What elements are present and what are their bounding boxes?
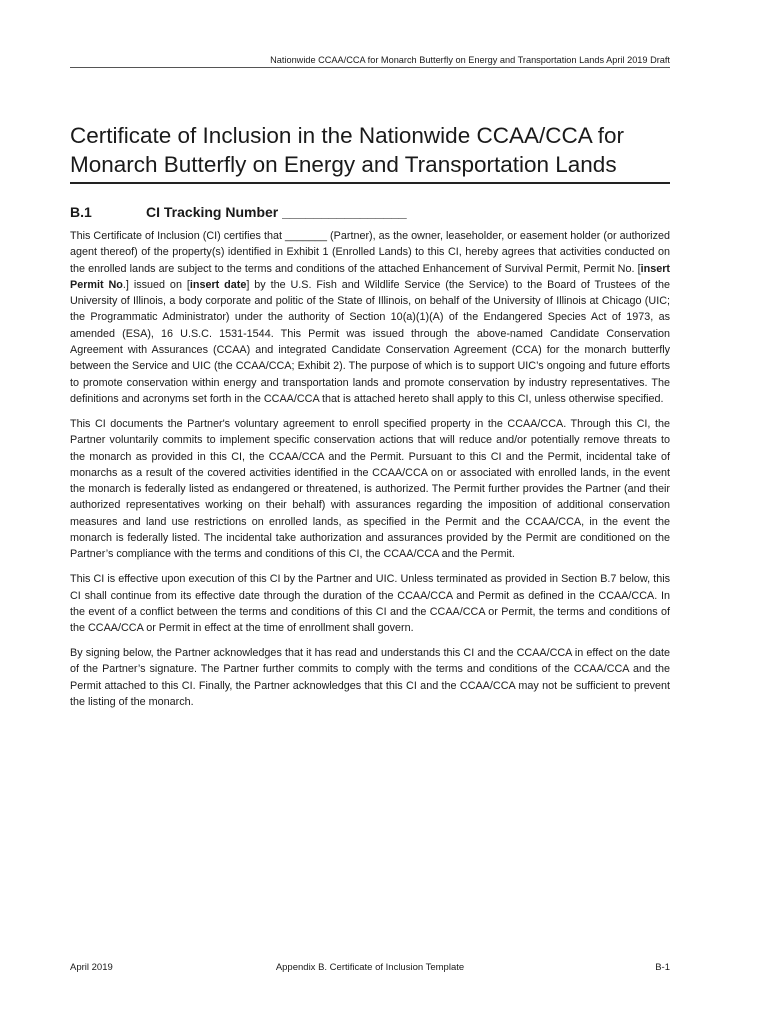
paragraph-2: This CI documents the Partner's voluntary agreement to enroll specified property in the CCAA/CCA. Through this CI, the Partner voluntarily commits to implement specific conservation actions that will reduce and/or potentially remove threats to the monarch as provided in this CI, the CCAA/CCA and the Permit. Pursuant to this CI and the Permit, incidental take of monarchs as a result of the covered activities identified in the CCAA/CCA on or associated with enrolled lands, in the event the monarch is federally listed as endangered or threatened, is authorized. The Permit further provides the Partner (and their authorized representatives working on their behalf) with assurances regarding the imposition of additional conservation measures and land use restrictions on enrolled lands, as specified in the Permit and the CCAA/CCA, in the event the monarch is federally listed. The incidental take authorization and assurances provided by the Permit are conditioned on the Partner’s compliance with the terms and conditions of this CI, the CCAA/CCA and the Permit. [70,417,670,561]
section-title: CI Tracking Number ________________ [146,204,407,220]
p1-text-c: .] issued on [ [122,278,190,291]
paragraph-1 [70,228,670,407]
page-number: B-1 [655,962,670,973]
title-line-2: Monarch Butterfly on Energy and Transportation Lands [70,152,617,177]
running-header: Nationwide CCAA/CCA for Monarch Butterfly on Energy and Transportation Lands April 2019 Draft [70,55,670,68]
paragraph-3: This CI is effective upon execution of this CI by the Partner and UIC. Unless terminated as provided in Section B.7 below, this CI shall continue from its effective date through the duration of the CCAA/CCA and Permit as defined in the CCAA/CCA. In the event of a conflict between the terms and conditions of this CI and the CCAA/CCA or Permit, the terms and conditions of the CCAA/CCA or Permit in effect at the time of enrollment shall govern. [70,573,670,635]
date-placeholder: insert date [189,278,247,291]
footer-appendix-title: Appendix B. Certificate of Inclusion Template [275,962,465,973]
footer-date: April 2019 [70,962,113,973]
paragraph-4: By signing below, the Partner acknowledges that it has read and understands this CI and the CCAA/CCA in effect on the date of the Partner’s signature. The Partner further commits to comply with the terms and conditions of the CCAA/CCA and the Permit attached to this CI. Finally, the Partner acknowledges that this CI and the CCAA/CCA may not be sufficient to prevent the listing of the monarch. [70,647,670,709]
section-number: B.1 [70,204,92,220]
document-body [70,228,670,719]
p1-text-a: This Certificate of Inclusion (CI) certifies that _______ (Partner), as the owner, leaseholder, or easement holder (or authorized agent thereof) of the property(s) identified in Exhibit 1 (Enrolled Lands) to this CI, hereby agrees that activities conducted on the enrolled lands are subject to the terms and conditions of the attached Enhancement of Survival Permit, Permit No. [ [70,230,670,275]
permit-no-placeholder: insert Permit No [70,262,670,291]
title-line-1: Certificate of Inclusion in the Nationwide CCAA/CCA for [70,123,624,148]
section-heading [70,204,670,220]
p1-text-e: ] by the U.S. Fish and Wildlife Service (the Service) to the Board of Trustees of the University of Illinois, a body corporate and politic of the State of Illinois, on behalf of the University of Illinois at Chicago (UIC; the Programmatic Administrator) under the authority of Section 10(a)(1)(A) of the Endangered Species Act of 1973, as amended (ESA), 16 U.S.C. 1531-1544. This Permit was issued through the above-named Candidate Conservation Agreement with Assurances (CCAA) and integrated Candidate Conservation Agreement (CCA) for the monarch butterfly between the Service and UIC (the CCAA/CCA; Exhibit 2). The purpose of which is to support UIC’s ongoing and future efforts to promote conservation within energy and transportation lands and promote conservation by industry representatives. The definitions and acronyms set forth in the CCAA/CCA that is attached hereto shall apply to this CI, unless otherwise specified. [70,278,670,405]
document-title [70,121,670,184]
